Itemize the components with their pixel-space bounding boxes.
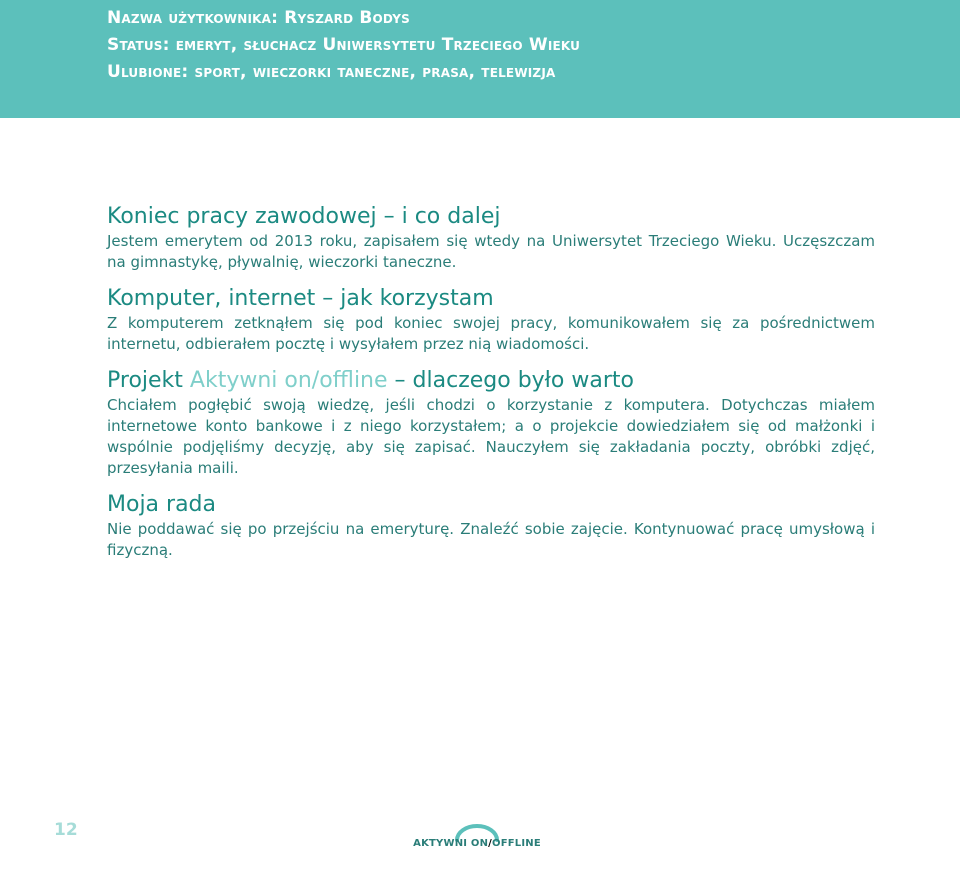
- section-body: Z komputerem zetknąłem się pod koniec swojej pracy, komunikowałem się za pośrednictwem internetu, odbierałem pocztę i wysyłałem przez nią wiadomości.: [107, 314, 875, 353]
- logo-text: AKTYWNI ON/OFFLINE: [413, 838, 541, 849]
- section-advice: [107, 491, 875, 561]
- section-title: [107, 367, 875, 395]
- project-name-highlight: Aktywni on/offline: [189, 368, 388, 393]
- section-title: Koniec pracy zawodowej – i co dalej: [107, 204, 501, 229]
- profile-header: [0, 0, 960, 118]
- profile-status: Status: emeryt, słuchacz Uniwersytetu Trzeciego Wieku: [107, 35, 581, 55]
- section-body: Chciałem pogłębić swoją wiedzę, jeśli chodzi o korzystanie z komputera. Dotychczas miałem internetowe konto bankowe i z niego korzystałem; a o projekcie dowiedziałem się od małżonki i wspólnie podjęliśmy decyzję, aby się zapisać. Nauczyłem się zakładania poczty, obróbki zdjęć, przesyłania maili.: [107, 396, 875, 477]
- section-retirement: [107, 203, 875, 273]
- page-number: 12: [54, 820, 78, 840]
- profile-username: Nazwa użytkownika: Ryszard Bodys: [107, 8, 410, 28]
- article-content: [107, 203, 875, 561]
- section-title: Moja rada: [107, 492, 217, 517]
- section-computer-internet: [107, 285, 875, 355]
- project-logo: [412, 818, 542, 858]
- title-suffix: – dlaczego było warto: [387, 368, 634, 393]
- profile-favorites: Ulubione: sport, wieczorki taneczne, prasa, telewizja: [107, 62, 556, 82]
- title-prefix: Projekt: [107, 368, 190, 393]
- section-body: Jestem emerytem od 2013 roku, zapisałem się wtedy na Uniwersytet Trzeciego Wieku. Uczęszczam na gimnastykę, pływalnię, wieczorki taneczne.: [107, 232, 875, 271]
- section-body: Nie poddawać się po przejściu na emeryturę. Znaleźć sobie zajęcie. Kontynuować pracę umysłową i fizyczną.: [107, 520, 875, 559]
- section-title: Komputer, internet – jak korzystam: [107, 286, 494, 311]
- section-project: [107, 367, 875, 479]
